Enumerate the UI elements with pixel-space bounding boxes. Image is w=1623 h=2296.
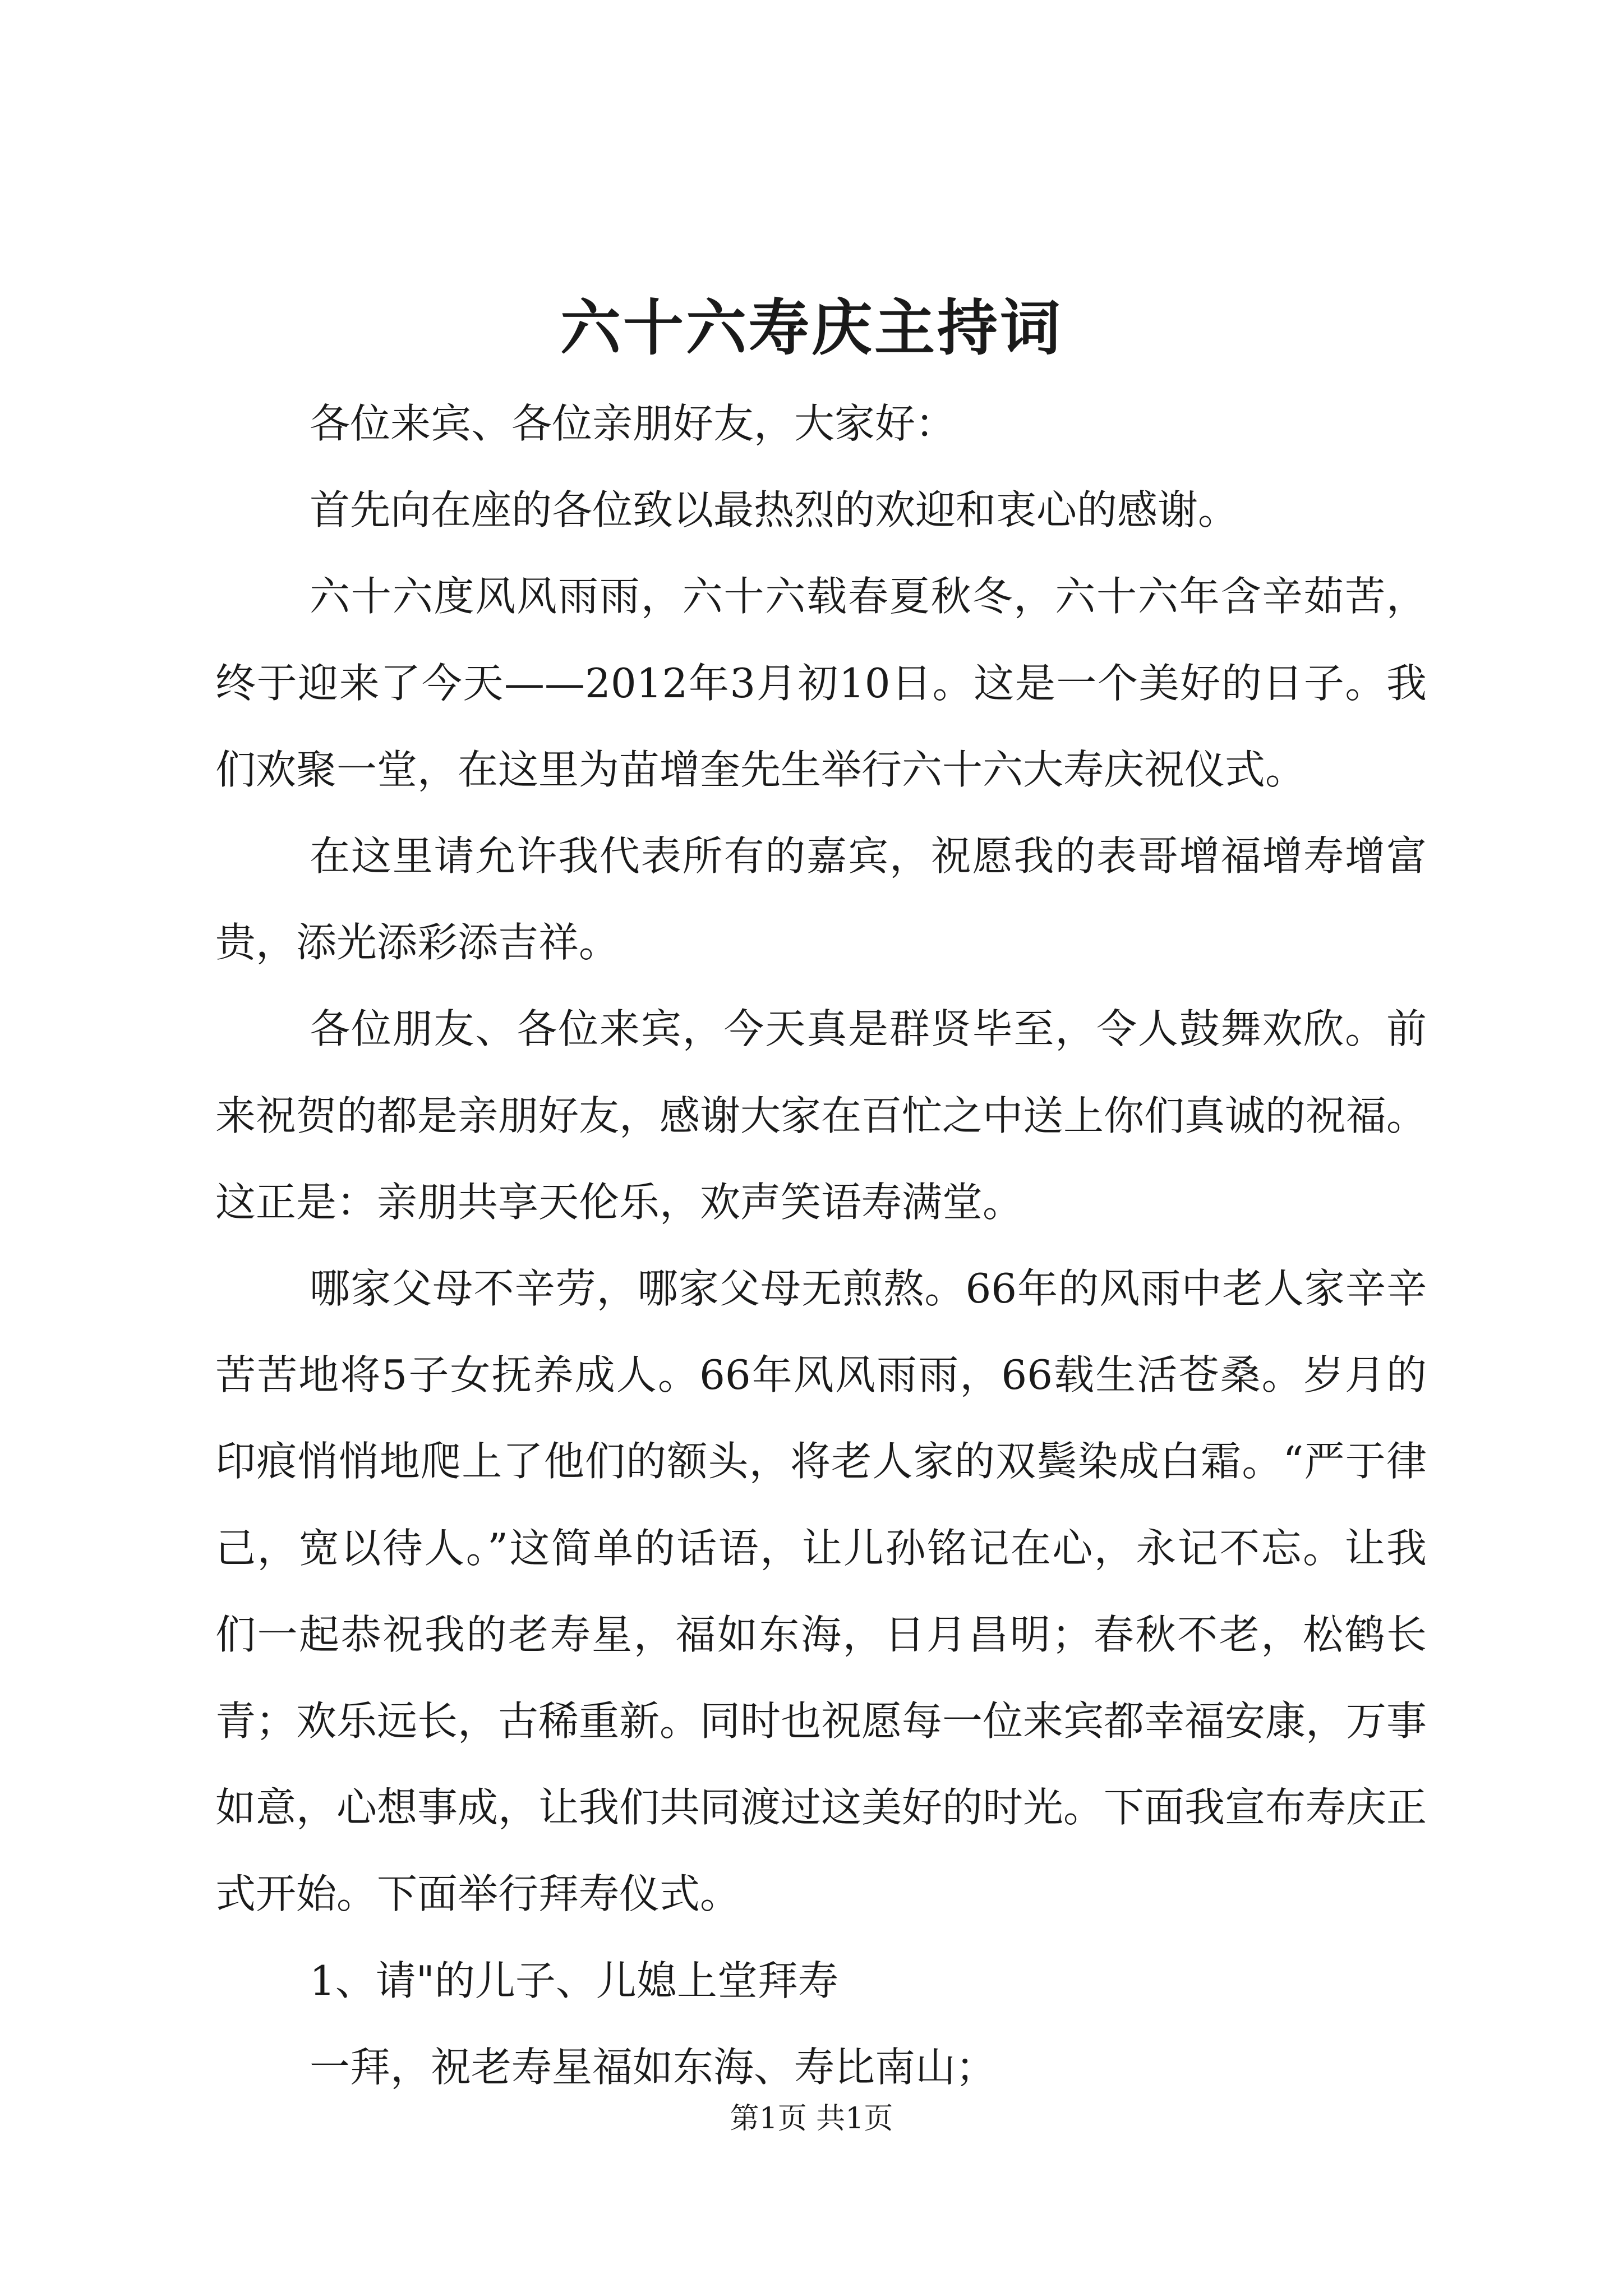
paragraph-first-bow: 一拜，祝老寿星福如东海、寿比南山； <box>310 2043 997 2091</box>
paragraph-welcome: 首先向在座的各位致以最热烈的欢迎和衷心的感谢。 <box>310 486 1239 534</box>
paragraph-occasion: 六十六度风风雨雨，六十六载春夏秋冬，六十六年含辛茹苦，终于迎来了今天——2012年3月初10日。这是一个美好的日子。我们欢聚一堂，在这里为苗增奎先生举行六十六大寿庆祝仪式。 <box>215 573 1427 793</box>
paragraph-guests: 各位朋友、各位来宾，今天真是群贤毕至，令人鼓舞欢欣。前来祝贺的都是亲朋好友，感谢大家在百忙之中送上你们真诚的祝福。这正是：亲朋共享天伦乐，欢声笑语寿满堂。 <box>215 1005 1427 1226</box>
document-title: 六十六寿庆主持词 <box>560 293 1063 364</box>
page-footer: 第1页 共1页 <box>730 2102 893 2136</box>
paragraph-greeting: 各位来宾、各位亲朋好友，大家好： <box>310 400 956 447</box>
paragraph-ceremony-step-1: 1、请"的儿子、儿媳上堂拜寿 <box>310 1957 838 2004</box>
paragraph-parents: 哪家父母不辛劳，哪家父母无煎熬。66年的风雨中老人家辛辛苦苦地将5子女抚养成人。66年风风雨雨，66载生活苍桑。岁月的印痕悄悄地爬上了他们的额头，将老人家的双鬓染成白霜。“严于律己，宽以待人。”这简单的话语，让儿孙铭记在心，永记不忘。让我们一起恭祝我的老寿星，福如东海，日月昌明；春秋不老，松鹤长青；欢乐远长，古稀重新。同时也祝愿每一位来宾都幸福安康，万事如意，心想事成，让我们共同渡过这美好的时光。下面我宣布寿庆正式开始。下面举行拜寿仪式。 <box>215 1265 1427 1918</box>
paragraph-blessing: 在这里请允许我代表所有的嘉宾，祝愿我的表哥增福增寿增富贵，添光添彩添吉祥。 <box>215 832 1427 967</box>
document-body <box>215 380 1427 2110</box>
